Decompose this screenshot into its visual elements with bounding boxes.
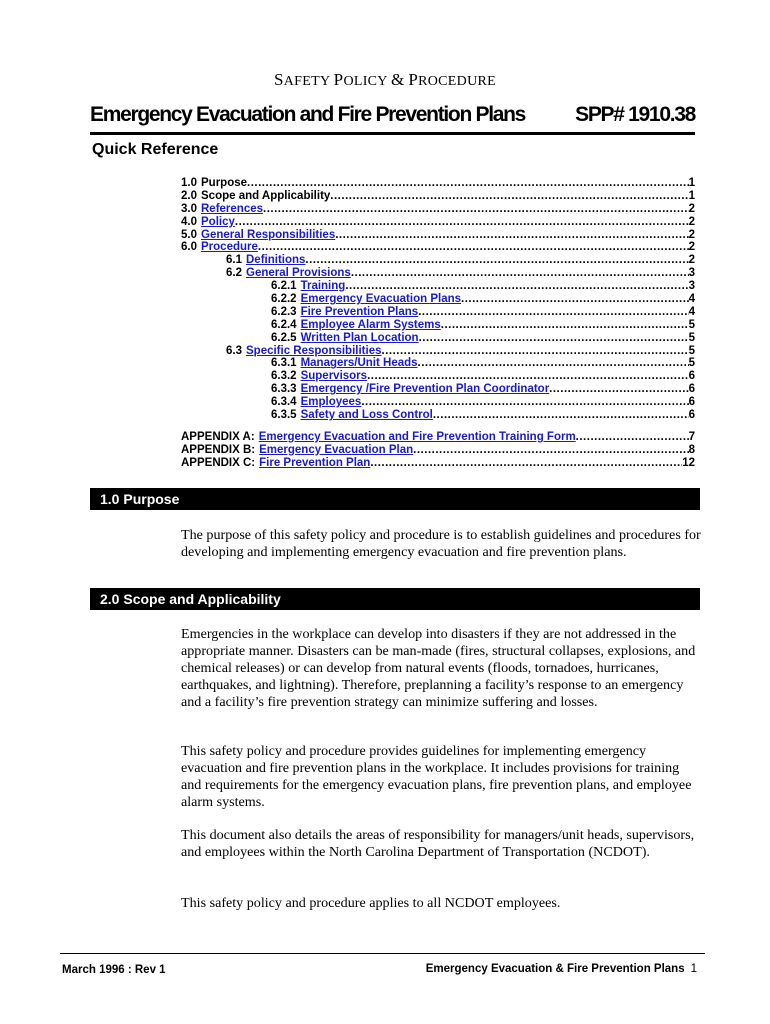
toc-leader [345, 280, 688, 293]
category-afety: AFETY [283, 74, 330, 89]
scope-paragraph: This safety policy and procedure applies to all NCDOT employees. [181, 895, 561, 911]
toc-page: 2 [688, 215, 695, 228]
toc-number: 6.3.2 [271, 370, 297, 383]
toc-entry [181, 370, 695, 383]
category-p2: P [408, 70, 419, 89]
toc-entry [181, 280, 695, 293]
toc-entry [181, 229, 695, 242]
toc-page: 2 [688, 228, 695, 241]
spp-number: SPP# 1910.38 [575, 103, 695, 126]
toc-entry [181, 254, 695, 267]
scope-paragraph: This document also details the areas of responsibility for managers/unit heads, supervisors, and employees within the North Carolina Department of Transportation (NCDOT). [181, 827, 695, 860]
toc-number: 6.3 [226, 344, 242, 357]
toc-entry [181, 267, 695, 280]
toc-link-general-responsibilities[interactable]: General Responsibilities [201, 228, 336, 241]
toc-link-supervisors[interactable]: Supervisors [300, 370, 368, 383]
appendix-entry [181, 457, 695, 470]
appendix-entry [181, 444, 695, 457]
toc-title: Scope and Applicability [201, 189, 331, 202]
toc-page: 6 [688, 396, 695, 409]
toc-link-safety-loss-control[interactable]: Safety and Loss Control [300, 409, 433, 422]
toc-page: 3 [688, 267, 695, 280]
toc-number: 6.1 [226, 254, 242, 267]
toc-number: 4.0 [181, 215, 197, 228]
toc-page: 5 [688, 344, 695, 357]
toc-leader [370, 457, 682, 470]
toc-number: 6.3.1 [271, 357, 297, 370]
toc-entry [181, 396, 695, 409]
toc-link-emergency-evacuation-plans[interactable]: Emergency Evacuation Plans [300, 293, 462, 306]
appendix-link-evacuation-plan[interactable]: Emergency Evacuation Plan [259, 443, 414, 456]
toc-leader [330, 190, 688, 203]
toc-entry [181, 332, 695, 345]
footer-title: Emergency Evacuation & Fire Prevention Plans [425, 963, 685, 975]
quick-reference-heading: Quick Reference [92, 141, 219, 158]
toc-link-managers-unit-heads[interactable]: Managers/Unit Heads [300, 357, 418, 370]
toc-page: 3 [688, 280, 695, 293]
toc-entry [181, 383, 695, 396]
toc-page: 6 [688, 370, 695, 383]
toc-page: 6 [688, 409, 695, 422]
toc-leader [305, 254, 688, 267]
toc-leader [335, 229, 688, 242]
toc-entry [181, 203, 695, 216]
toc-link-references[interactable]: References [201, 202, 264, 215]
toc-title: Purpose [201, 177, 248, 189]
category-rocedure: ROCEDURE [418, 74, 496, 89]
toc-page: 6 [688, 383, 695, 396]
toc-entry [181, 216, 695, 229]
toc-leader [441, 319, 689, 332]
footer-document-name [426, 963, 697, 975]
toc-link-procedure[interactable]: Procedure [201, 241, 258, 254]
toc-number: 6.3.3 [271, 383, 297, 396]
toc-page: 2 [688, 241, 695, 254]
toc-leader [263, 203, 689, 216]
toc-leader [413, 444, 688, 457]
section-heading-purpose [90, 488, 700, 510]
toc-page: 5 [688, 331, 695, 344]
toc-leader [361, 396, 688, 409]
toc-number: 6.2.4 [271, 318, 297, 331]
category-amp: & [391, 70, 405, 89]
category-p: P [333, 70, 344, 89]
appendix-label: APPENDIX B: [181, 443, 256, 456]
toc-number: 6.2.5 [271, 331, 297, 344]
toc-link-general-provisions[interactable]: General Provisions [246, 267, 351, 280]
toc-leader [381, 345, 688, 358]
toc-link-employees[interactable]: Employees [300, 396, 362, 409]
toc-number: 6.2.3 [271, 305, 297, 318]
toc-leader [549, 383, 688, 396]
section-heading-text: 1.0 Purpose [100, 491, 180, 507]
appendix-entry [181, 431, 695, 444]
toc-number: 3.0 [181, 202, 197, 215]
toc-page: 2 [688, 254, 695, 267]
toc-page: 5 [688, 357, 695, 370]
toc-link-written-plan-location[interactable]: Written Plan Location [300, 331, 419, 344]
toc-link-policy[interactable]: Policy [201, 215, 235, 228]
table-of-contents [181, 177, 695, 470]
toc-link-fire-prevention-plans[interactable]: Fire Prevention Plans [300, 305, 419, 318]
toc-page: 1 [688, 177, 695, 189]
purpose-paragraph: The purpose of this safety policy and procedure is to establish guidelines and procedures for developing and implementing emergency evacuation and fire prevention plans. [181, 527, 701, 560]
document-title: Emergency Evacuation and Fire Prevention Plans [90, 103, 526, 126]
toc-entry [181, 357, 695, 370]
toc-leader [576, 431, 689, 444]
scope-paragraph: Emergencies in the workplace can develop into disasters if they are not addressed in the appropriate manner. Disasters can be man-made (fires, structural collapses, explosions, and chemical releases) or can develop from natural events (floods, tornadoes, hurricanes, earthquakes, and lightning). Therefore, preplanning a facility’s response to an emergency and a facility’s fire prevention strategy can minimize suffering and losses. [181, 626, 696, 710]
toc-leader [247, 177, 689, 190]
toc-link-specific-responsibilities[interactable]: Specific Responsibilities [246, 344, 382, 357]
appendix-link-training-form[interactable]: Emergency Evacuation and Fire Prevention Training Form [258, 430, 576, 443]
toc-entry [181, 293, 695, 306]
section-heading-scope [90, 588, 700, 610]
toc-number: 6.2.2 [271, 293, 297, 306]
toc-page: 5 [688, 318, 695, 331]
toc-number: 5.0 [181, 228, 197, 241]
toc-link-employee-alarm-systems[interactable]: Employee Alarm Systems [300, 318, 441, 331]
toc-link-definitions[interactable]: Definitions [246, 254, 306, 267]
toc-page: 2 [688, 202, 695, 215]
toc-leader [461, 293, 689, 306]
toc-entry [181, 241, 695, 254]
page-number: 1 [690, 963, 697, 975]
toc-entry [181, 177, 695, 190]
appendix-label: APPENDIX A: [181, 430, 255, 443]
scope-paragraph: This safety policy and procedure provides guidelines for implementing emergency evacuation and fire prevention plans in the workplace. It includes provisions for training and requirements for the emergency evacuation plans, fire prevention plans, and employee alarm systems. [181, 743, 692, 810]
toc-number: 6.0 [181, 241, 197, 254]
footer-revision: March 1996 : Rev 1 [62, 964, 166, 976]
section-heading-text: 2.0 Scope and Applicability [100, 591, 281, 607]
toc-entry [181, 190, 695, 203]
toc-page: 12 [682, 456, 695, 469]
document-category [0, 70, 770, 90]
toc-number: 6.3.5 [271, 409, 297, 422]
toc-leader [433, 409, 689, 422]
toc-leader [235, 216, 689, 229]
toc-page: 4 [688, 293, 695, 306]
toc-leader [419, 332, 689, 345]
toc-entry [181, 345, 695, 358]
toc-leader [258, 241, 689, 254]
toc-page: 1 [688, 189, 695, 202]
appendix-link-fire-prevention-plan[interactable]: Fire Prevention Plan [259, 456, 371, 469]
toc-leader [351, 267, 689, 280]
category-olicy: OLICY [343, 74, 388, 89]
toc-page: 7 [688, 430, 695, 443]
toc-number: 6.2 [226, 267, 242, 280]
category-s: S [274, 70, 284, 89]
toc-number: 1.0 [181, 177, 197, 189]
toc-leader [418, 357, 689, 370]
toc-number: 6.2.1 [271, 280, 297, 293]
toc-page: 8 [688, 443, 695, 456]
toc-leader [418, 306, 688, 319]
toc-leader [367, 370, 689, 383]
footer-divider [60, 953, 705, 954]
toc-link-plan-coordinator[interactable]: Emergency /Fire Prevention Plan Coordinator [300, 383, 550, 396]
toc-entry [181, 319, 695, 332]
toc-number: 2.0 [181, 189, 197, 202]
toc-page: 4 [688, 305, 695, 318]
toc-entry [181, 306, 695, 319]
toc-number: 6.3.4 [271, 396, 297, 409]
title-divider [90, 132, 695, 135]
toc-link-training[interactable]: Training [300, 280, 346, 293]
toc-entry [181, 409, 695, 422]
appendix-label: APPENDIX C: [181, 456, 256, 469]
